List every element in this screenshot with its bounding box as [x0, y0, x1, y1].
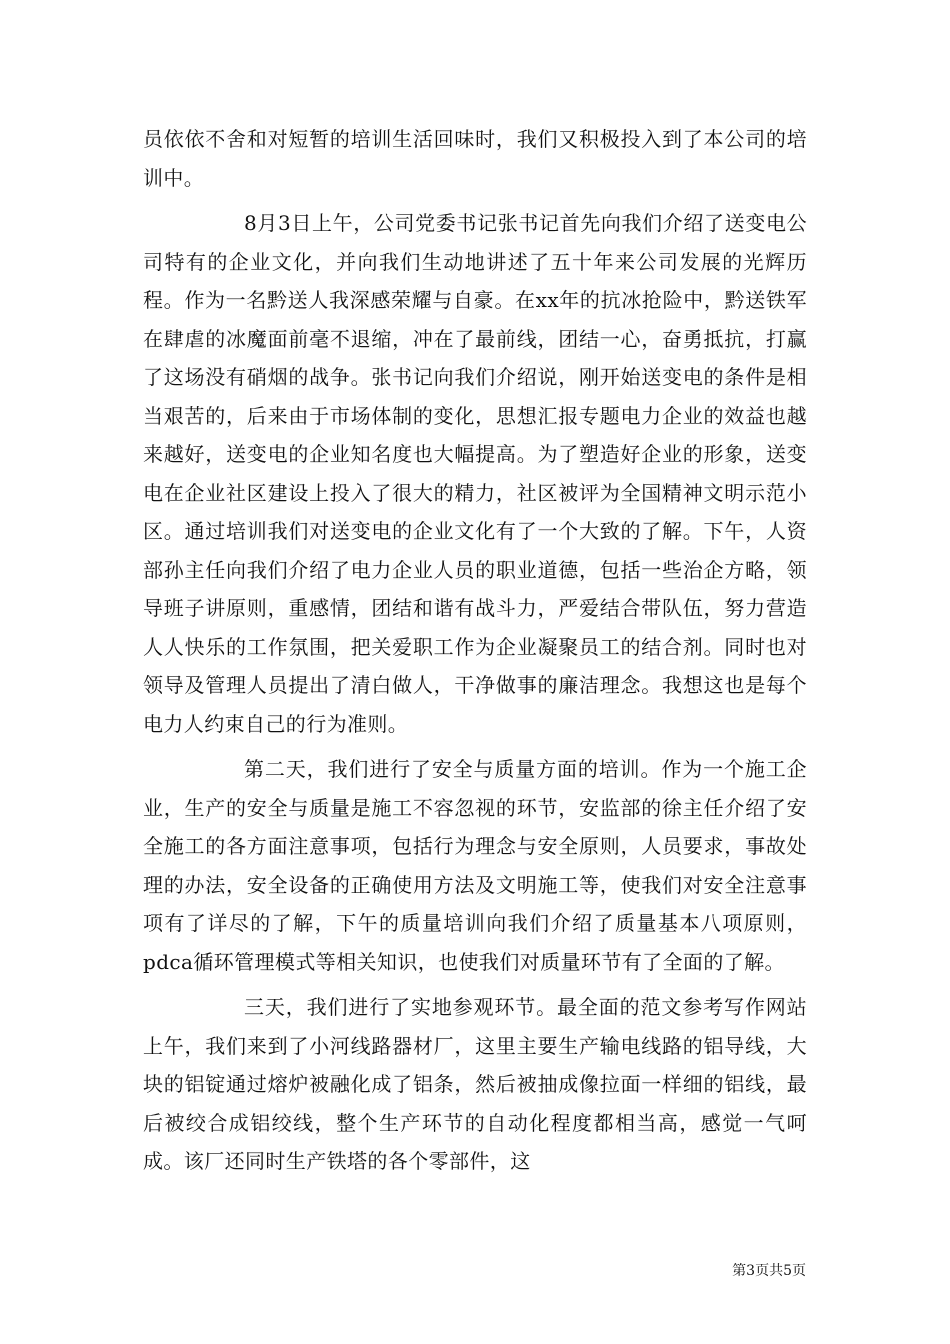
page-number-footer: 第3页共5页: [732, 1263, 806, 1279]
paragraph-continuation: 员依依不舍和对短暂的培训生活回味时，我们又积极投入到了本公司的培训中。: [143, 127, 807, 190]
document-body: [143, 120, 807, 1188]
paragraph-day-one: 8月3日上午，公司党委书记张书记首先向我们介绍了送变电公司特有的企业文化，并向我们生动地讲述了五十年来公司发展的光辉历程。作为一名黔送人我深感荣耀与自豪。在xx年的抗冰抢险中，黔送铁军在肆虐的冰魔面前毫不退缩，冲在了最前线，团结一心，奋勇抵抗，打赢了这场没有硝烟的战争。张书记向我们介绍说，刚开始送变电的条件是相当艰苦的，后来由于市场体制的变化，思想汇报专题电力企业的效益也越来越好，送变电的企业知名度也大幅提高。为了塑造好企业的形象，送变电在企业社区建设上投入了很大的精力，社区被评为全国精神文明示范小区。通过培训我们对送变电的企业文化有了一个大致的了解。下午，人资部孙主任向我们介绍了电力企业人员的职业道德，包括一些治企方略，领导班子讲原则，重感情，团结和谐有战斗力，严爱结合带队伍，努力营造人人快乐的工作氛围，把关爱职工作为企业凝聚员工的结合剂。同时也对领导及管理人员提出了清白做人，干净做事的廉洁理念。我想这也是每个电力人约束自己的行为准则。: [143, 211, 807, 736]
paragraph-day-three: 三天，我们进行了实地参观环节。最全面的范文参考写作网站上午，我们来到了小河线路器材厂，这里主要生产输电线路的铝导线，大块的铝锭通过熔炉被融化成了铝条，然后被抽成像拉面一样细的铝线，最后被绞合成铝绞线，整个生产环节的自动化程度都相当高，感觉一气呵成。该厂还同时生产铁塔的各个零部件，这: [143, 995, 807, 1173]
paragraph-day-two: 第二天，我们进行了安全与质量方面的培训。作为一个施工企业，生产的安全与质量是施工不容忽视的环节，安监部的徐主任介绍了安全施工的各方面注意事项，包括行为理念与安全原则，人员要求，事故处理的办法，安全设备的正确使用方法及文明施工等，使我们对安全注意事项有了详尽的了解，下午的质量培训向我们介绍了质量基本八项原则，pdca循环管理模式等相关知识，也使我们对质量环节有了全面的了解。: [143, 757, 807, 974]
